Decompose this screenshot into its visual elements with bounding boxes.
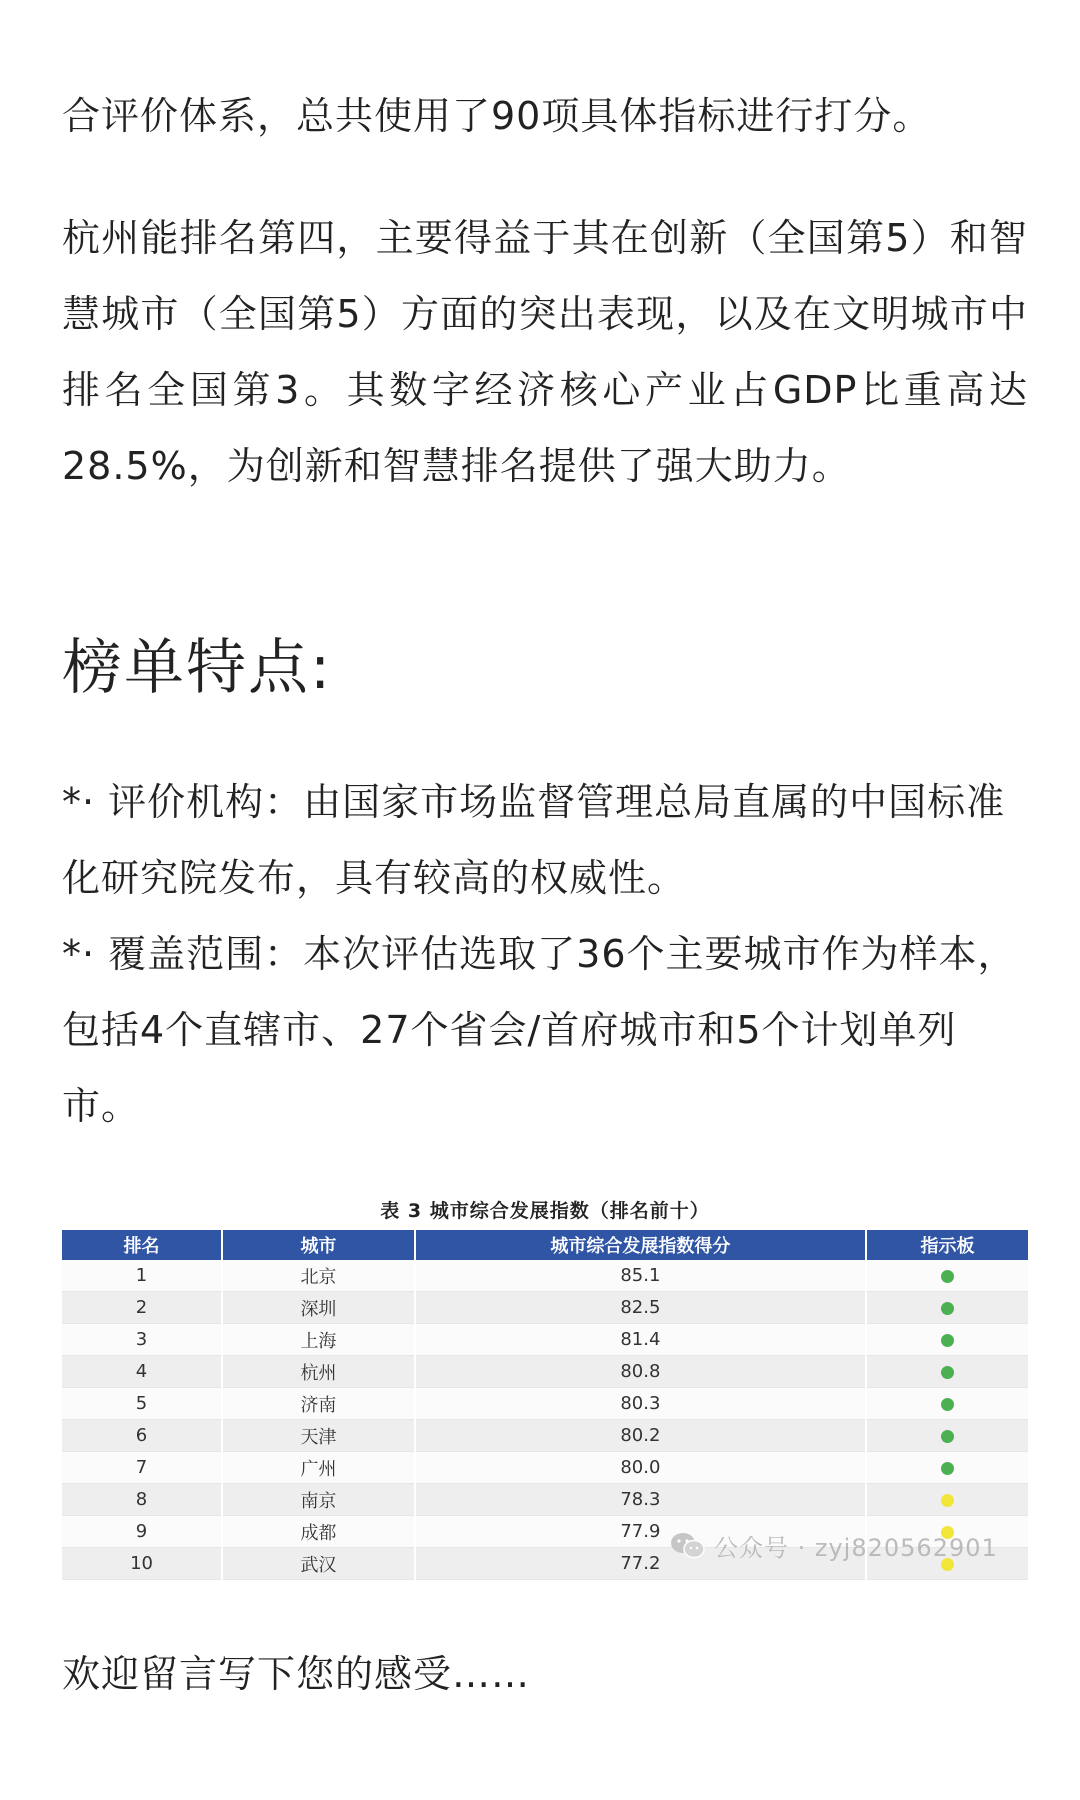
cell-score: 80.8 [415, 1356, 866, 1388]
cell-city: 武汉 [222, 1548, 415, 1580]
cell-city: 成都 [222, 1516, 415, 1548]
cell-indicator [866, 1420, 1028, 1452]
cell-rank: 8 [62, 1484, 222, 1516]
header-rank: 排名 [62, 1230, 222, 1260]
indicator-dot-green [941, 1334, 954, 1347]
cell-score: 77.9 [415, 1516, 866, 1548]
cell-score: 80.2 [415, 1420, 866, 1452]
indicator-dot-green [941, 1398, 954, 1411]
cell-city: 广州 [222, 1452, 415, 1484]
cell-city: 北京 [222, 1260, 415, 1292]
header-indicator: 指示板 [866, 1230, 1028, 1260]
cell-rank: 7 [62, 1452, 222, 1484]
cell-city: 济南 [222, 1388, 415, 1420]
table-row [62, 1484, 1028, 1516]
cell-city: 上海 [222, 1324, 415, 1356]
cell-rank: 5 [62, 1388, 222, 1420]
paragraph-hangzhou-ranking: 杭州能排名第四，主要得益于其在创新（全国第5）和智慧城市（全国第5）方面的突出表现，以及在文明城市中排名全国第3。其数字经济核心产业占GDP比重高达28.5%，为创新和智慧排名提供了强大助力。 [62, 216, 1028, 488]
cell-indicator [866, 1484, 1028, 1516]
table-row [62, 1356, 1028, 1388]
indicator-dot-green [941, 1270, 954, 1283]
cell-indicator [866, 1292, 1028, 1324]
header-score: 城市综合发展指数得分 [415, 1230, 866, 1260]
cell-rank: 1 [62, 1260, 222, 1292]
indicator-dot-green [941, 1366, 954, 1379]
table-row [62, 1420, 1028, 1452]
paragraph-evaluation-system: 合评价体系，总共使用了90项具体指标进行打分。 [62, 94, 932, 138]
table-header-row [62, 1230, 1028, 1260]
cell-city: 天津 [222, 1420, 415, 1452]
cell-indicator [866, 1324, 1028, 1356]
cell-rank: 10 [62, 1548, 222, 1580]
indicator-dot-green [941, 1430, 954, 1443]
table-row [62, 1260, 1028, 1292]
section-heading: 榜单特点: [62, 633, 333, 703]
cell-rank: 3 [62, 1324, 222, 1356]
cell-score: 85.1 [415, 1260, 866, 1292]
bullet-evaluation-agency: *· 评价机构：由国家市场监督管理总局直属的中国标准化研究院发布，具有较高的权威性。 [62, 780, 1006, 900]
watermark [670, 1528, 998, 1563]
cell-score: 81.4 [415, 1324, 866, 1356]
table-row [62, 1452, 1028, 1484]
cell-indicator [866, 1388, 1028, 1420]
indicator-dot-green [941, 1462, 954, 1475]
watermark-label: 公众号 · zyj820562901 [714, 1534, 998, 1562]
cell-indicator [866, 1452, 1028, 1484]
cell-score: 77.2 [415, 1548, 866, 1580]
bullet-coverage-scope: *· 覆盖范围：本次评估选取了36个主要城市作为样本，包括4个直辖市、27个省会/首府城市和5个计划单列市。 [62, 932, 1017, 1128]
table-row [62, 1388, 1028, 1420]
cell-city: 杭州 [222, 1356, 415, 1388]
table-row [62, 1324, 1028, 1356]
cell-score: 82.5 [415, 1292, 866, 1324]
indicator-dot-yellow [941, 1494, 954, 1507]
indicator-dot-green [941, 1302, 954, 1315]
table-row [62, 1292, 1028, 1324]
cell-rank: 6 [62, 1420, 222, 1452]
cell-rank: 4 [62, 1356, 222, 1388]
cell-score: 80.0 [415, 1452, 866, 1484]
cell-indicator [866, 1260, 1028, 1292]
closing-text: 欢迎留言写下您的感受…… [62, 1652, 531, 1696]
ranking-table-image [62, 1192, 1028, 1580]
cell-score: 80.3 [415, 1388, 866, 1420]
cell-city: 深圳 [222, 1292, 415, 1324]
wechat-icon [670, 1532, 706, 1560]
cell-city: 南京 [222, 1484, 415, 1516]
cell-score: 78.3 [415, 1484, 866, 1516]
cell-indicator [866, 1356, 1028, 1388]
header-city: 城市 [222, 1230, 415, 1260]
table-title: 表 3 城市综合发展指数（排名前十） [380, 1200, 710, 1222]
feature-list [62, 764, 1028, 1144]
cell-rank: 9 [62, 1516, 222, 1548]
cell-rank: 2 [62, 1292, 222, 1324]
